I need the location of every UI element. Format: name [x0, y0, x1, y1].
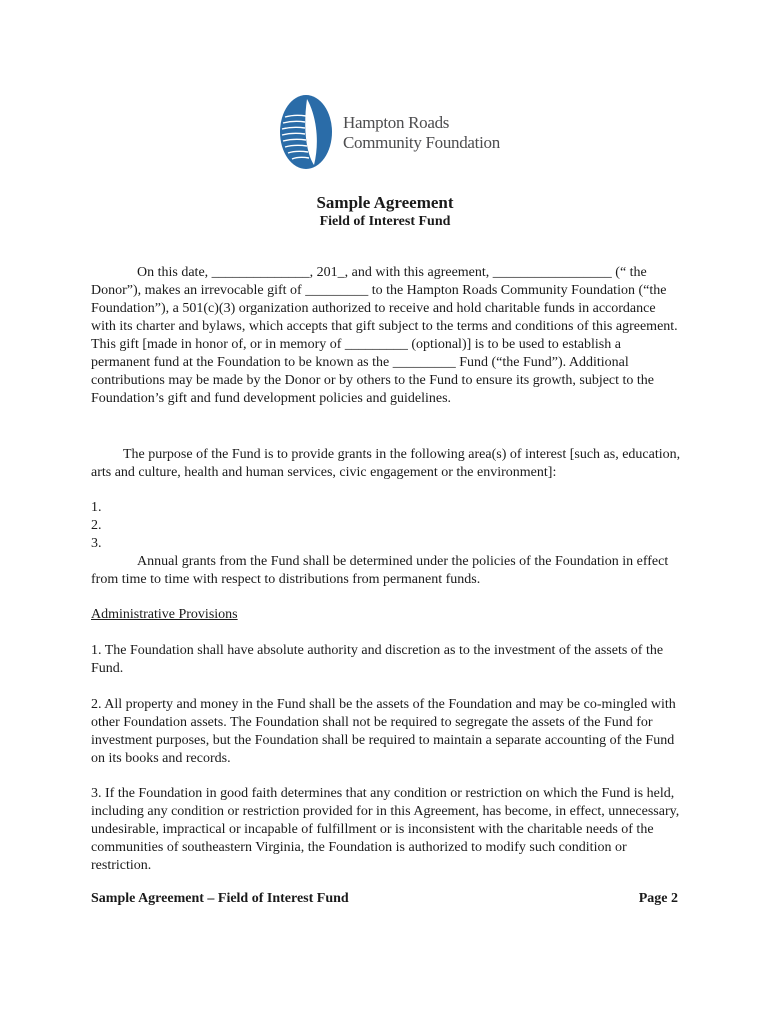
- foundation-name-line1: Hampton Roads: [343, 113, 450, 132]
- sail-logo-icon: [276, 93, 336, 173]
- foundation-logo: [276, 93, 506, 173]
- provision-2-block: [91, 696, 683, 768]
- provision-3-block: [91, 785, 683, 875]
- interest-list: [91, 499, 683, 589]
- admin-heading: Administrative Provisions: [91, 607, 238, 622]
- document-subtitle: Field of Interest Fund: [319, 214, 451, 229]
- paragraph-3: Annual grants from the Fund shall be determined under the policies of the Foundation in effect from time to time with respect to distributions from permanent funds.: [91, 554, 669, 587]
- provision-1: 1. The Foundation shall have absolute authority and discretion as to the investment of the assets of the Fund.: [91, 643, 664, 676]
- page-number: Page 2: [638, 891, 678, 906]
- provision-2: 2. All property and money in the Fund shall be the assets of the Foundation and may be co-mingled with other Foundation assets. The Foundation shall not be required to segregate the assets of the Fund for investment purposes, but the Foundation shall be required to maintain a separate accounting of the Fund on its books and records.: [91, 697, 676, 766]
- foundation-name: [343, 113, 500, 153]
- provision-3: 3. If the Foundation in good faith determines that any condition or restriction on which the Fund is held, including any condition or restriction provided for in this Agreement, has become, in effect, unnecessary, undesirable, impractical or incapable of fulfillment or is inconsistent with the charitable needs of the communities of southeastern Virginia, the Foundation is authorized to modify such condition or restriction.: [91, 786, 680, 873]
- page-footer: [91, 891, 678, 907]
- list-item: 1.: [91, 500, 102, 515]
- document-title: Sample Agreement: [316, 193, 454, 212]
- paragraph-purpose: [91, 446, 683, 482]
- paragraph-2: The purpose of the Fund is to provide grants in the following area(s) of interest [such as, education, arts and culture, health and human services, civic engagement or the environment]:: [91, 447, 681, 480]
- footer-title: Sample Agreement – Field of Interest Fund: [91, 891, 349, 906]
- list-item: 3.: [91, 536, 102, 551]
- paragraph-1: On this date, ______________, 201_, and with this agreement, _________________ (“ the Donor”), makes an irrevocable gift of _________ to the Hampton Roads Community Foundation (“the Foundation”), a 501(c)(3) organization authorized to receive and hold charitable funds in accordance with its charter and bylaws, which accepts that gift subject to the terms and conditions of this agreement. This gift [made in honor of, or in memory of _________ (optional)] is to be used to establish a permanent fund at the Foundation to be known as the _________ Fund (“the Fund”). Additional contributions may be made by the Donor or by others to the Fund to ensure its growth, subject to the Foundation’s gift and fund development policies and guidelines.: [91, 265, 678, 406]
- foundation-name-line2: Community Foundation: [343, 133, 500, 152]
- list-item: 2.: [91, 518, 102, 533]
- admin-heading-block: [91, 606, 683, 624]
- paragraph-gift: [91, 264, 683, 408]
- provision-1-block: [91, 642, 683, 678]
